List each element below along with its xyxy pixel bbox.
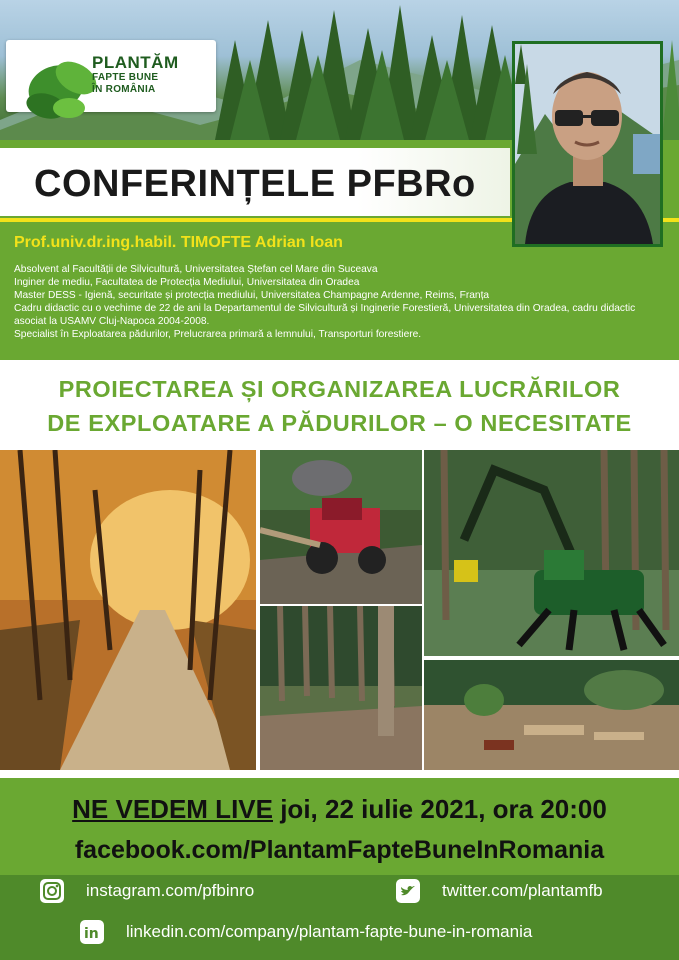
svg-text:in: in bbox=[84, 926, 99, 942]
event-when: joi, 22 iulie 2021, ora 20:00 bbox=[272, 794, 607, 824]
logo-line-2: FAPTE BUNE bbox=[92, 72, 159, 83]
logo-text bbox=[92, 54, 179, 95]
forest-clearing-photo bbox=[260, 606, 422, 770]
linkedin-handle: linkedin.com/company/plantam-fapte-bune-in-romania bbox=[126, 922, 533, 941]
bio-line: Absolvent al Facultății de Silvicultură, Universitatea Ștefan cel Mare din Suceava bbox=[14, 264, 378, 275]
bio-line: Inginer de mediu, Facultatea de Protecția Mediului, Universitatea din Oradea bbox=[14, 277, 360, 288]
harvester-machine-photo bbox=[424, 450, 679, 656]
instagram-handle: instagram.com/pfbinro bbox=[86, 881, 255, 900]
live-label: NE VEDEM LIVE bbox=[72, 794, 273, 824]
talk-title-line-2: DE EXPLOATARE A PĂDURILOR – O NECESITATE bbox=[47, 410, 632, 436]
bio-line: Master DESS - Igienă, securitate și protecția mediului, Universitatea Champagne Ardenne, Reims, Franța bbox=[14, 290, 490, 301]
forest-road-photo bbox=[0, 450, 256, 770]
bio-line: Specialist în Exploatarea pădurilor, Prelucrarea primară a lemnului, Transporturi forestiere. bbox=[14, 329, 422, 340]
speaker-bio bbox=[14, 263, 654, 341]
logo-line-1: PLANTĂM bbox=[92, 53, 179, 72]
pfbro-logo bbox=[6, 40, 216, 112]
speaker-name: Prof.univ.dr.ing.habil. TIMOFTE Adrian Ioan bbox=[14, 234, 343, 251]
tractor-skidder-photo bbox=[260, 450, 422, 604]
twitter-handle: twitter.com/plantamfb bbox=[442, 881, 603, 900]
twitter-link[interactable] bbox=[396, 879, 603, 903]
logo-line-3: ÎN ROMÂNIA bbox=[92, 84, 156, 95]
instagram-link[interactable] bbox=[40, 879, 254, 903]
photo-backdrop bbox=[515, 44, 660, 244]
facebook-link[interactable]: facebook.com/PlantamFapteBuneInRomania bbox=[74, 836, 605, 864]
bio-line: Cadru didactic cu o vechime de 22 de ani la Departamentul de Silvicultură și Inginerie Forestieră, Universitatea din Oradea, cadru didactic asociat la USAMV Cluj-Napoca 2004-2008. bbox=[14, 303, 636, 327]
instagram-icon bbox=[40, 879, 64, 903]
twitter-icon bbox=[396, 879, 420, 903]
event-datetime bbox=[0, 794, 679, 825]
page-title: CONFERINȚELE PFBRo bbox=[34, 163, 476, 205]
talk-title bbox=[0, 372, 679, 440]
log-yard-photo bbox=[424, 660, 679, 770]
speaker-photo bbox=[512, 41, 663, 247]
linkedin-link[interactable] bbox=[80, 920, 532, 944]
talk-title-line-1: PROIECTAREA ȘI ORGANIZAREA LUCRĂRILOR bbox=[58, 376, 621, 402]
linkedin-icon bbox=[80, 920, 104, 944]
